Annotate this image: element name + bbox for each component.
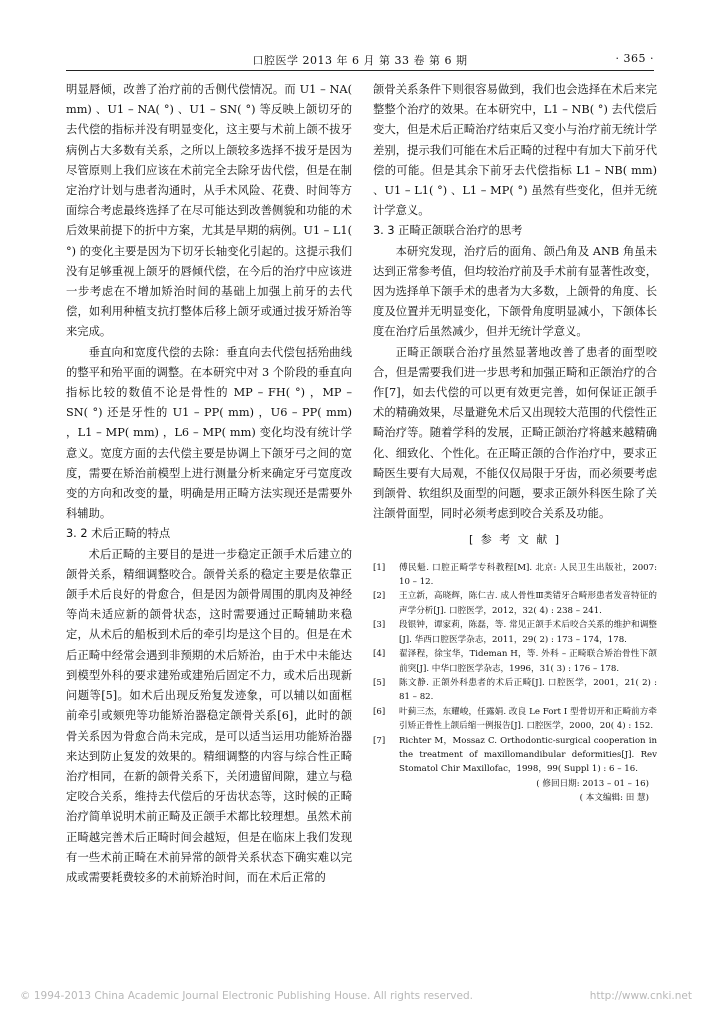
paragraph: 术后正畸的主要目的是进一步稳定正颌手术后建立的颌骨关系，精细调整咬合。颌骨关系的稳定主要是依靠正颌手术后良好的骨愈合，但是因为颌骨周围的肌肉及神经等尚未适应新的颌骨状态，这时需要通过正畸辅助来稳定，从术后的船板到术后的牵引均是这个目的。但是在术后正畸中经常会遇到非预期的术后矫治，由于术中未能达到模型外科的要求建殆或建殆后固定不力，或术后出现新问题等[5]。如术后出现反殆复发迹象，可以辅以如面框前牵引或颏兜等功能矫治器稳定颌骨关系[6]，此时的颌骨关系因为骨愈合尚未完成，是可以适当运用功能矫治器来达到防止复发的效果的。精细调整的内容与综合性正畸治疗相同，在新的颌骨关系下，关闭遗留间隙，建立与稳定咬合关系，维持去代偿后的牙齿状态等，这时候的正畸治疗简单说明术前正畸及正颌手术都比较理想。虽然术前正畸越完善术后正畸时间会越短，但是在临床上我们发现有一些术前正畸在术前异常的颌骨关系状态下确实难以完成或需要耗费较多的术前矫治时间，而在术后正常的 xyxy=(66,547,352,884)
paragraph: 颌骨关系条件下则很容易做到，我们也会选择在术后来完整整个治疗的效果。在本研究中，L1 – NB( °) 去代偿后变大，但是术后正畸治疗结束后又变小与治疗前无统计学差别，提示我们可能在术后正畸的过程中有加大下前牙代偿的可能。但是其余下前牙去代偿指标 L1 – NB( mm) 、U1 – L1( °) 、L1 – MP( °) 虽然有些变化，但并无统计学意义。 xyxy=(373,83,657,218)
journal-info: 口腔医学 2013 年 6 月 第 33 卷 第 6 期 xyxy=(252,54,468,67)
reference-item xyxy=(373,676,657,705)
reference-text: 陈文静. 正颌外科患者的术后正畸[J]. 口腔医学，2001，21( 2) : 81 – 82. xyxy=(399,677,657,703)
reference-number: [6] xyxy=(373,706,386,717)
reference-number: [4] xyxy=(373,649,386,660)
references-title: [ 参 考 文 献 ] xyxy=(468,533,562,547)
reference-number: [5] xyxy=(373,677,386,688)
section-heading-3-2: 3. 2 术后正畸的特点 xyxy=(66,527,171,541)
reference-item xyxy=(373,618,657,647)
reference-text: 翟泽程，徐宝华，Tideman H，等. 外科 – 正畸联合矫治骨性下颌前突[J]. 中华口腔医学杂志，1996，31( 3) : 176 – 178. xyxy=(399,649,657,674)
reference-text: 傅民魁. 口腔正畸学专科教程[M]. 北京: 人民卫生出版社，2007: 10 – 12. xyxy=(399,562,657,588)
reference-item xyxy=(373,647,657,676)
reference-number: [1] xyxy=(373,562,386,573)
header-rule xyxy=(66,70,654,71)
reference-text: 王立新，高晓辉，陈仁吉. 成人骨性Ⅲ类错牙合畸形患者发音特征的声学分析[J]. 口腔医学，2012，32( 4) : 238 – 241. xyxy=(399,591,657,616)
reference-list xyxy=(373,561,657,777)
right-column xyxy=(373,80,657,806)
reference-item xyxy=(373,589,657,618)
reference-number: [7] xyxy=(373,735,386,746)
paragraph: 垂直向和宽度代偿的去除：垂直向去代偿包括殆曲线的整平和殆平面的调整。在本研究中对 3 个阶段的垂直向指标比较的数值不论是骨性的 MP – FH( °) ，MP – SN( °) 还是牙性的 U1 – PP( mm) ，U6 – PP( mm) ，L1 – MP( mm) ，L6 – MP( mm) 变化均没有统计学意义。宽度方面的去代偿主要是协调上下颌牙弓之间的宽度，需要在矫治前模型上进行测量分析来确定牙弓宽度改变的方向和改变的量，明确是用正畸方法实现还是需要外科辅助。 xyxy=(66,345,352,521)
paragraph: 明显唇倾，改善了治疗前的舌侧代偿情况。而 U1 – NA( mm) 、U1 – NA( °) 、U1 – SN( °) 等反映上颌切牙的去代偿的指标并没有明显变化，这主要与术前上颌不拔牙病例占大多数有关系，之所以上颌较多选择不拔牙是因为尽管原则上我们应该在术前完全去除牙齿代偿，但是在制定治疗计划与患者沟通时，从手术风险、花费、时间等方面综合考虑最终选择了在尽可能达到改善侧貌和功能的术后效果前提下的折中方案，尤其是早期的病例。U1 – L1( °) 的变化主要是因为下切牙长轴变化引起的。这提示我们没有足够重视上颌牙的唇倾代偿，在今后的治疗中应该进一步考虑在不增加矫治时间的基础上加强上前牙的去代偿，如利用种植支抗打整体后移上颌牙或通过拔牙矫治等来完成。 xyxy=(66,83,352,339)
running-header xyxy=(66,50,654,70)
reference-item xyxy=(373,561,657,590)
paragraph: 正畸正颌联合治疗虽然显著地改善了患者的面型咬合，但是需要我们进一步思考和加强正畸和正颌治疗的合作[7]，如去代偿的可以更有效更完善，如何保证正颌手术的精确效果，尽量避免术后又出现较大范围的代偿性正畸治疗等。随着学科的发展，正畸正颌治疗将越来越精确化、细致化、个性化。在正畸正颌的合作治疗中，要求正畸医生要有大局观，不能仅仅局限于牙齿，而必须要考虑到颌骨、软组织及面型的问题，要求正颌外科医生除了关注颌骨面型，同时必须考虑到咬合关系及功能。 xyxy=(373,345,657,521)
reference-text: 叶蓟三杰，东耀峻，任露娟. 改良 Le Fort Ⅰ 型骨切开和正畸前方牵引矫正骨性上颌后缩一例报告[J]. 口腔医学，2000，20( 4) : 152. xyxy=(399,706,657,732)
reference-item xyxy=(373,705,657,734)
revision-date: ( 修回日期: 2013 – 01 – 16) xyxy=(536,778,649,789)
left-column xyxy=(66,80,352,888)
footer-url[interactable]: http://www.cnki.net xyxy=(589,990,692,1002)
reference-item xyxy=(373,734,657,777)
paragraph: 本研究发现，治疗后的面角、颌凸角及 ANB 角虽未达到正常参考值，但均较治疗前及手术前有显著性改变，因为选择单下颌手术的患者为大多数，上颌骨的角度、长度及位置并无明显变化，下颌骨角度明显减小，下颌体长度在治疗后虽然减少，但并无统计学意义。 xyxy=(373,244,657,339)
reference-number: [3] xyxy=(373,620,386,631)
copyright-text: © 1994-2013 China Academic Journal Electronic Publishing House. All rights reserved. xyxy=(20,990,473,1002)
page-number: · 365 · xyxy=(615,52,654,65)
reference-text: Richter M，Mossaz C. Orthodontic-surgical cooperation in the treatment of maxillomandibular deformities[J]. Rev Stomatol Chir Maxillofac，1998，99( Suppl 1) : 6 – 16. xyxy=(399,735,657,775)
reference-text: 段银钟，谭家莉，陈磊，等. 常见正颌手术后咬合关系的维护和调整[J]. 华西口腔医学杂志，2011，29( 2) : 173 – 174，178. xyxy=(399,620,657,645)
reference-number: [2] xyxy=(373,591,386,602)
editor-note: ( 本文编辑: 田 慧) xyxy=(579,793,649,804)
section-heading-3-3: 3. 3 正畸正颌联合治疗的思考 xyxy=(373,224,523,238)
